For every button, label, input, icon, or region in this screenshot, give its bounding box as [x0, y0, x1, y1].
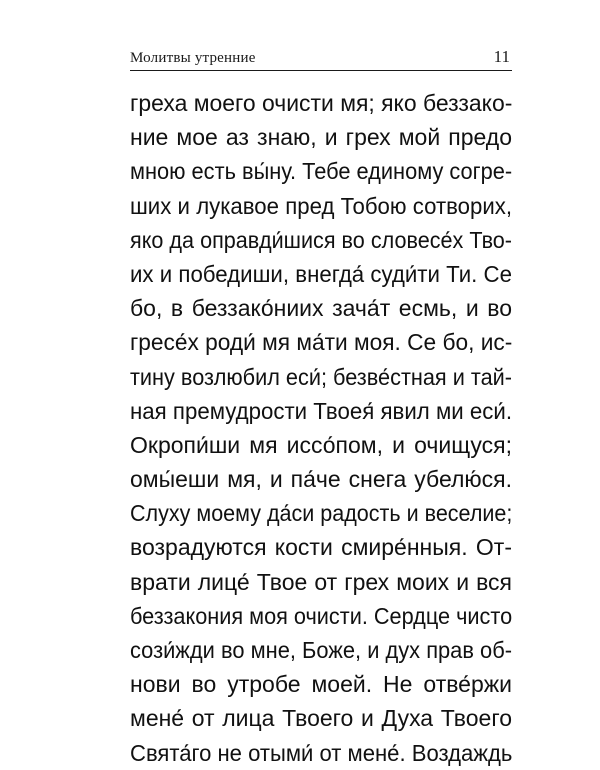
text-line: беззакония моя очисти. Сердце чисто [130, 602, 513, 629]
page-number: 11 [493, 47, 510, 66]
text-line: возрадуются кости смире́нныя. От- [130, 534, 512, 561]
text-line: сози́жди во мне, Боже, и дух прав об- [130, 637, 512, 663]
text-line: яко да оправди́шися во словесе́х Тво- [130, 226, 512, 253]
text-line: их и победиши, внегда́ суди́ти Ти. Се [130, 260, 512, 287]
text-line: ших и лукавое пред Тобою сотворих, [130, 192, 512, 219]
text-line: бо, в беззако́ниих зача́т есмь, и во [130, 295, 512, 322]
text-line: Окропи́ши мя иссо́пом, и очищуся; [130, 431, 512, 458]
text-line: тину возлюбил еси́; безве́стная и тай- [130, 363, 512, 390]
section-title: Молитвы утренние [130, 50, 256, 66]
text-line: ная премудрости Твоея́ явил ми еси́. [130, 397, 512, 424]
text-line: Свята́го не отыми́ от мене́. Воздаждь [130, 739, 513, 766]
text-line: гресе́х роди́ мя ма́ти моя. Се бо, ис- [130, 329, 513, 356]
running-header [130, 46, 512, 71]
text-line: мною есть вы́ну. Тебе единому согре- [130, 158, 513, 185]
text-line: врати лице́ Твое от грех моих и вся [130, 568, 512, 595]
text-line: мене́ от лица Твоего и Духа Твоего [130, 705, 512, 732]
text-line: омы́еши мя, и па́че снега убелю́ся. [130, 466, 512, 493]
prayer-text [130, 86, 512, 770]
text-line: греха моего очисти мя; яко беззако- [130, 90, 513, 116]
text-line: ние мое аз знаю, и грех мой предо [130, 124, 512, 151]
text-line: Слуху моему да́си радость и веселие; [130, 500, 513, 527]
text-line: нови во утробе моей. Не отве́ржи [130, 671, 512, 698]
